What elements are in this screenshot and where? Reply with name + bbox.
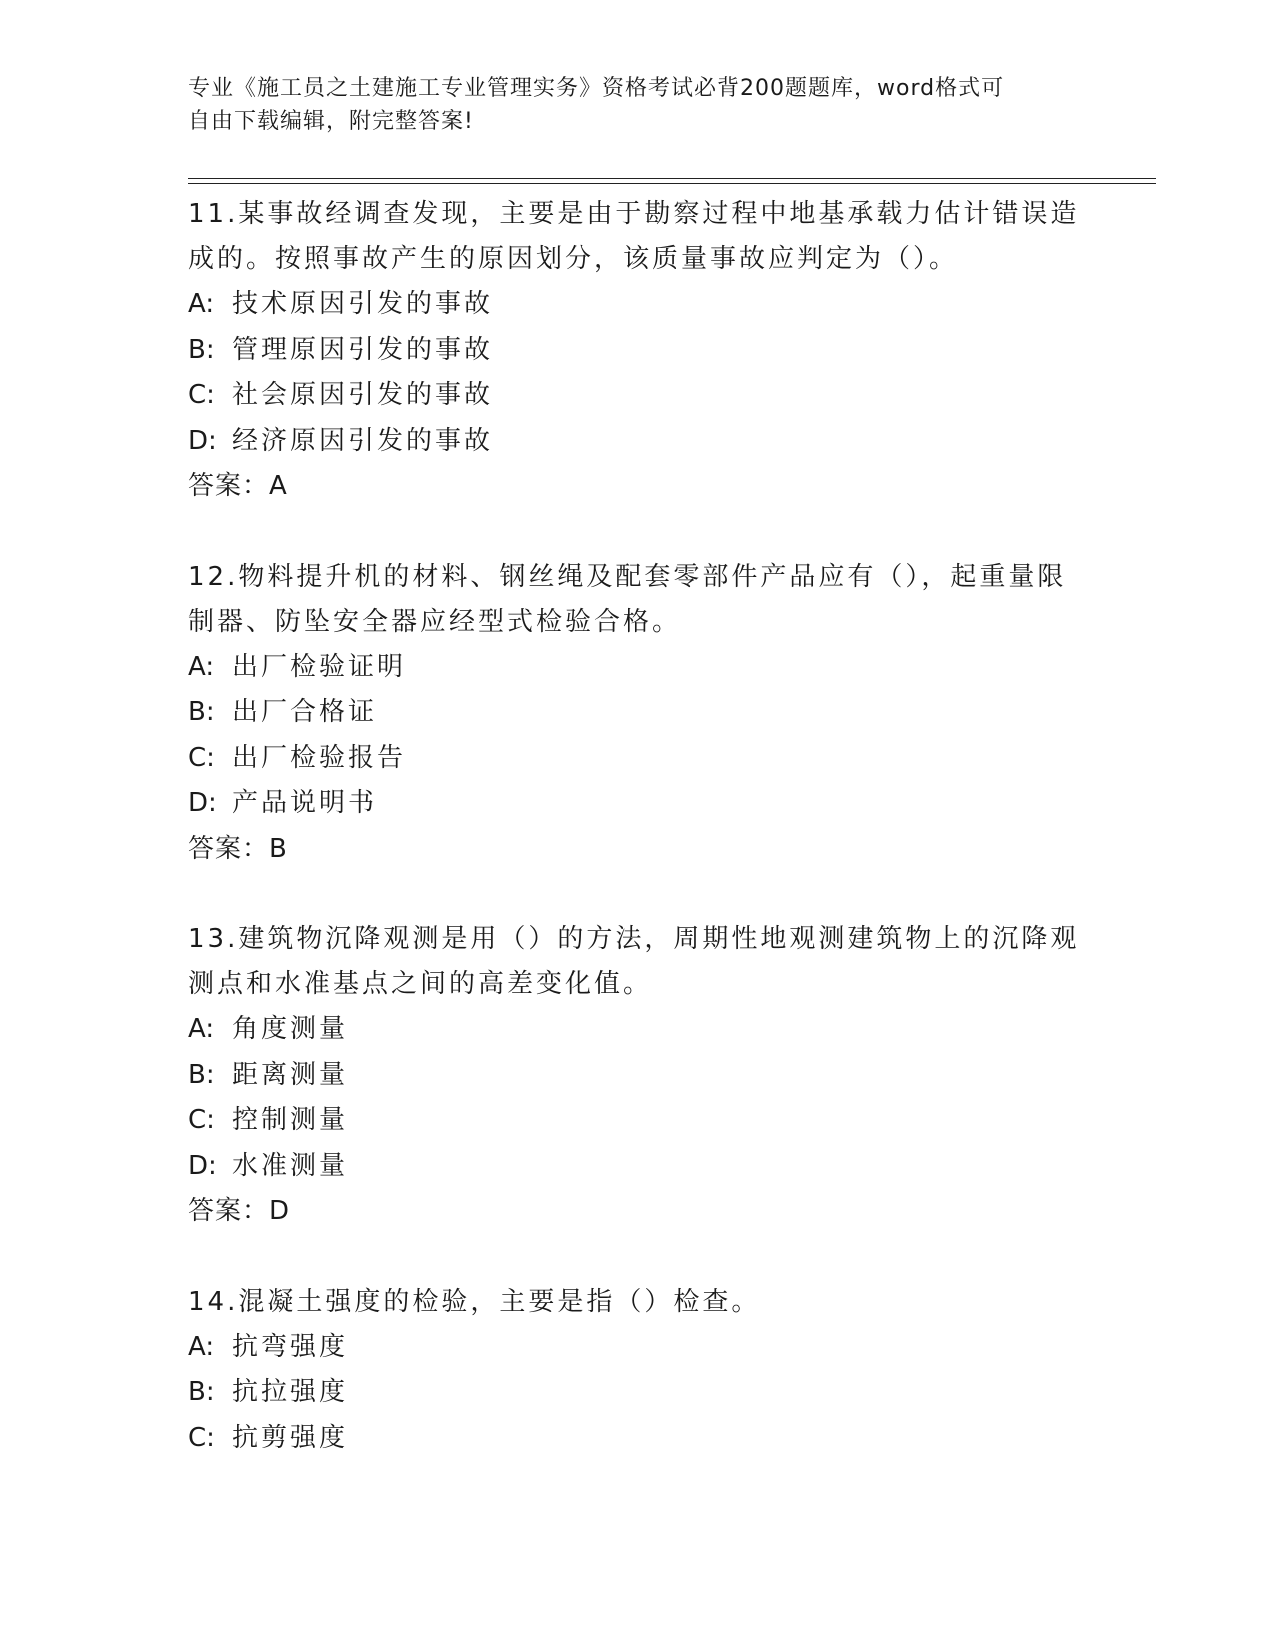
option-b	[188, 690, 1088, 736]
option-key: C:	[188, 742, 215, 773]
question-spacer	[188, 510, 1088, 555]
question-spacer	[188, 1235, 1088, 1280]
option-key: A:	[188, 651, 215, 682]
header-divider-top	[188, 178, 1156, 179]
option-text: 角度测量	[232, 1014, 349, 1044]
option-text: 控制测量	[232, 1105, 349, 1135]
option-c	[188, 736, 1088, 782]
option-text: 经济原因引发的事故	[232, 425, 494, 456]
option-text: 抗弯强度	[232, 1331, 349, 1362]
option-c	[188, 373, 1088, 419]
option-key: D:	[188, 1150, 217, 1181]
option-key: A:	[188, 1014, 215, 1044]
answer-line: 答案：A	[188, 471, 288, 501]
option-d	[188, 1144, 1088, 1190]
option-key: B:	[188, 1059, 215, 1090]
option-a	[188, 1007, 1088, 1053]
option-text: 出厂检验证明	[232, 651, 407, 682]
option-key: D:	[188, 788, 217, 818]
option-key: B:	[188, 697, 215, 727]
option-key: C:	[188, 380, 215, 410]
header-line-1: 专业《施工员之土建施工专业管理实务》资格考试必背200题题库，word格式可	[188, 76, 1005, 101]
option-d	[188, 781, 1088, 827]
question-stem: 13.建筑物沉降观测是用（）的方法，周期性地观测建筑物上的沉降观测点和水准基点之间的高差变化值。	[188, 924, 1080, 999]
answer-line: 答案：D	[188, 1196, 291, 1226]
option-text: 抗拉强度	[232, 1377, 349, 1407]
option-key: B:	[188, 334, 215, 365]
question-13	[188, 917, 1088, 1235]
option-b	[188, 1053, 1088, 1099]
option-b	[188, 1370, 1088, 1416]
option-text: 技术原因引发的事故	[232, 289, 494, 319]
question-spacer	[188, 872, 1088, 917]
option-key: D:	[188, 425, 217, 456]
question-14	[188, 1280, 1088, 1462]
question-stem: 11.某事故经调查发现，主要是由于勘察过程中地基承载力估计错误造成的。按照事故产生的原因划分，该质量事故应判定为（）。	[188, 199, 1080, 274]
option-text: 出厂合格证	[232, 697, 378, 727]
header-divider-bottom	[188, 183, 1156, 184]
option-b	[188, 328, 1088, 374]
option-key: A:	[188, 289, 215, 319]
option-text: 水准测量	[232, 1150, 349, 1181]
option-text: 产品说明书	[232, 788, 378, 818]
option-key: C:	[188, 1105, 215, 1135]
option-a	[188, 282, 1088, 328]
option-key: B:	[188, 1377, 215, 1407]
option-text: 社会原因引发的事故	[232, 380, 494, 410]
answer-line: 答案：B	[188, 833, 288, 864]
question-stem: 14.混凝土强度的检验，主要是指（）检查。	[188, 1286, 761, 1317]
option-d	[188, 419, 1088, 465]
option-a	[188, 1325, 1088, 1371]
option-key: C:	[188, 1422, 215, 1453]
option-a	[188, 645, 1088, 691]
option-key: A:	[188, 1331, 215, 1362]
option-text: 出厂检验报告	[232, 742, 407, 773]
option-text: 距离测量	[232, 1059, 349, 1090]
question-11	[188, 192, 1088, 510]
document-header	[188, 72, 1088, 138]
question-stem: 12.物料提升机的材料、钢丝绳及配套零部件产品应有（），起重量限制器、防坠安全器应经型式检验合格。	[188, 561, 1067, 637]
header-line-2: 自由下载编辑，附完整答案!	[188, 109, 474, 134]
option-text: 抗剪强度	[232, 1422, 349, 1453]
question-12	[188, 555, 1088, 873]
option-c	[188, 1098, 1088, 1144]
option-text: 管理原因引发的事故	[232, 334, 494, 365]
question-list	[188, 192, 1088, 1461]
option-c	[188, 1416, 1088, 1462]
